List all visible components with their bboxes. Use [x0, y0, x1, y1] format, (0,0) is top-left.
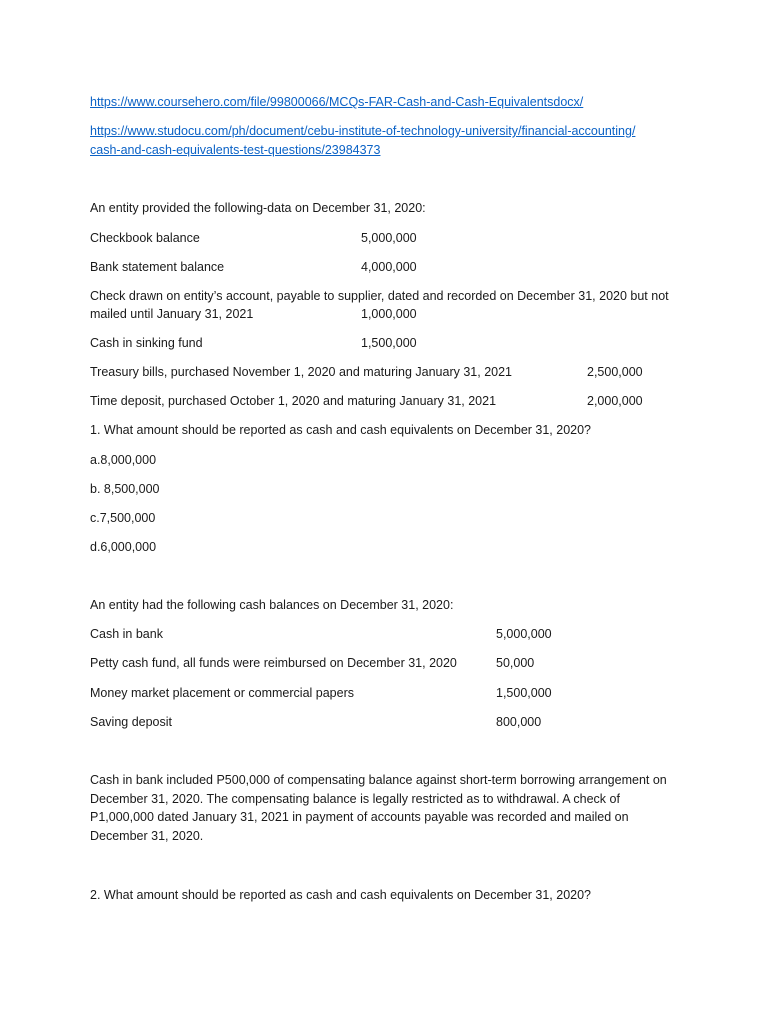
problem1-row-label: Time deposit, purchased October 1, 2020 and maturing January 31, 2021	[90, 394, 497, 408]
problem2-intro: An entity had the following cash balances on December 31, 2020:	[90, 598, 454, 612]
problem1-question: 1. What amount should be reported as cash and cash equivalents on December 31, 2020?	[90, 423, 592, 437]
problem1-row-label-line2: mailed until January 31, 2021	[90, 307, 254, 321]
problem2-row-label: Saving deposit	[90, 715, 173, 729]
problem2-row-label: Money market placement or commercial papers	[90, 686, 354, 700]
problem1-row-value: 5,000,000	[361, 231, 417, 245]
studocu-link-line2[interactable]: cash-and-cash-equivalents-test-questions/23984373	[90, 143, 381, 157]
problem1-intro: An entity provided the following-data on December 31, 2020:	[90, 201, 426, 215]
problem2-question: 2. What amount should be reported as cash and cash equivalents on December 31, 2020?	[90, 888, 592, 902]
problem1-row-value: 4,000,000	[361, 260, 417, 274]
problem1-row-label-line1: Check drawn on entity’s account, payable to supplier, dated and recorded on December 31, 2020 but not	[90, 289, 669, 303]
choice-a: a.8,000,000	[90, 453, 157, 467]
problem1-row-value: 1,000,000	[361, 307, 417, 321]
problem2-note-line: December 31, 2020. The compensating balance is legally restricted as to withdrawal. A check of	[90, 792, 620, 806]
problem2-row-value: 5,000,000	[496, 627, 552, 641]
problem1-row-label: Bank statement balance	[90, 260, 225, 274]
choice-b: b. 8,500,000	[90, 482, 160, 496]
problem1-row-value: 2,500,000	[587, 365, 643, 379]
problem1-row-value: 2,000,000	[587, 394, 643, 408]
problem1-row-value: 1,500,000	[361, 336, 417, 350]
problem2-note-line: December 31, 2020.	[90, 829, 204, 843]
coursehero-link[interactable]: https://www.coursehero.com/file/99800066/MCQs-FAR-Cash-and-Cash-Equivalentsdocx/	[90, 95, 584, 109]
problem2-note-line: P1,000,000 dated January 31, 2021 in payment of accounts payable was recorded and mailed on	[90, 810, 629, 824]
problem1-row-label: Cash in sinking fund	[90, 336, 203, 350]
problem2-row-value: 1,500,000	[496, 686, 552, 700]
problem2-row-value: 800,000	[496, 715, 542, 729]
problem2-row-label: Petty cash fund, all funds were reimbursed on December 31, 2020	[90, 656, 457, 670]
problem1-row-label: Treasury bills, purchased November 1, 2020 and maturing January 31, 2021	[90, 365, 512, 379]
choice-c: c.7,500,000	[90, 511, 156, 525]
choice-d: d.6,000,000	[90, 540, 157, 554]
problem1-row-label: Checkbook balance	[90, 231, 200, 245]
problem2-row-value: 50,000	[496, 656, 535, 670]
problem2-row-label: Cash in bank	[90, 627, 163, 641]
problem2-note-line: Cash in bank included P500,000 of compensating balance against short-term borrowing arrangement on	[90, 773, 667, 787]
studocu-link-line1[interactable]: https://www.studocu.com/ph/document/cebu-institute-of-technology-university/financial-accounting/	[90, 124, 636, 138]
